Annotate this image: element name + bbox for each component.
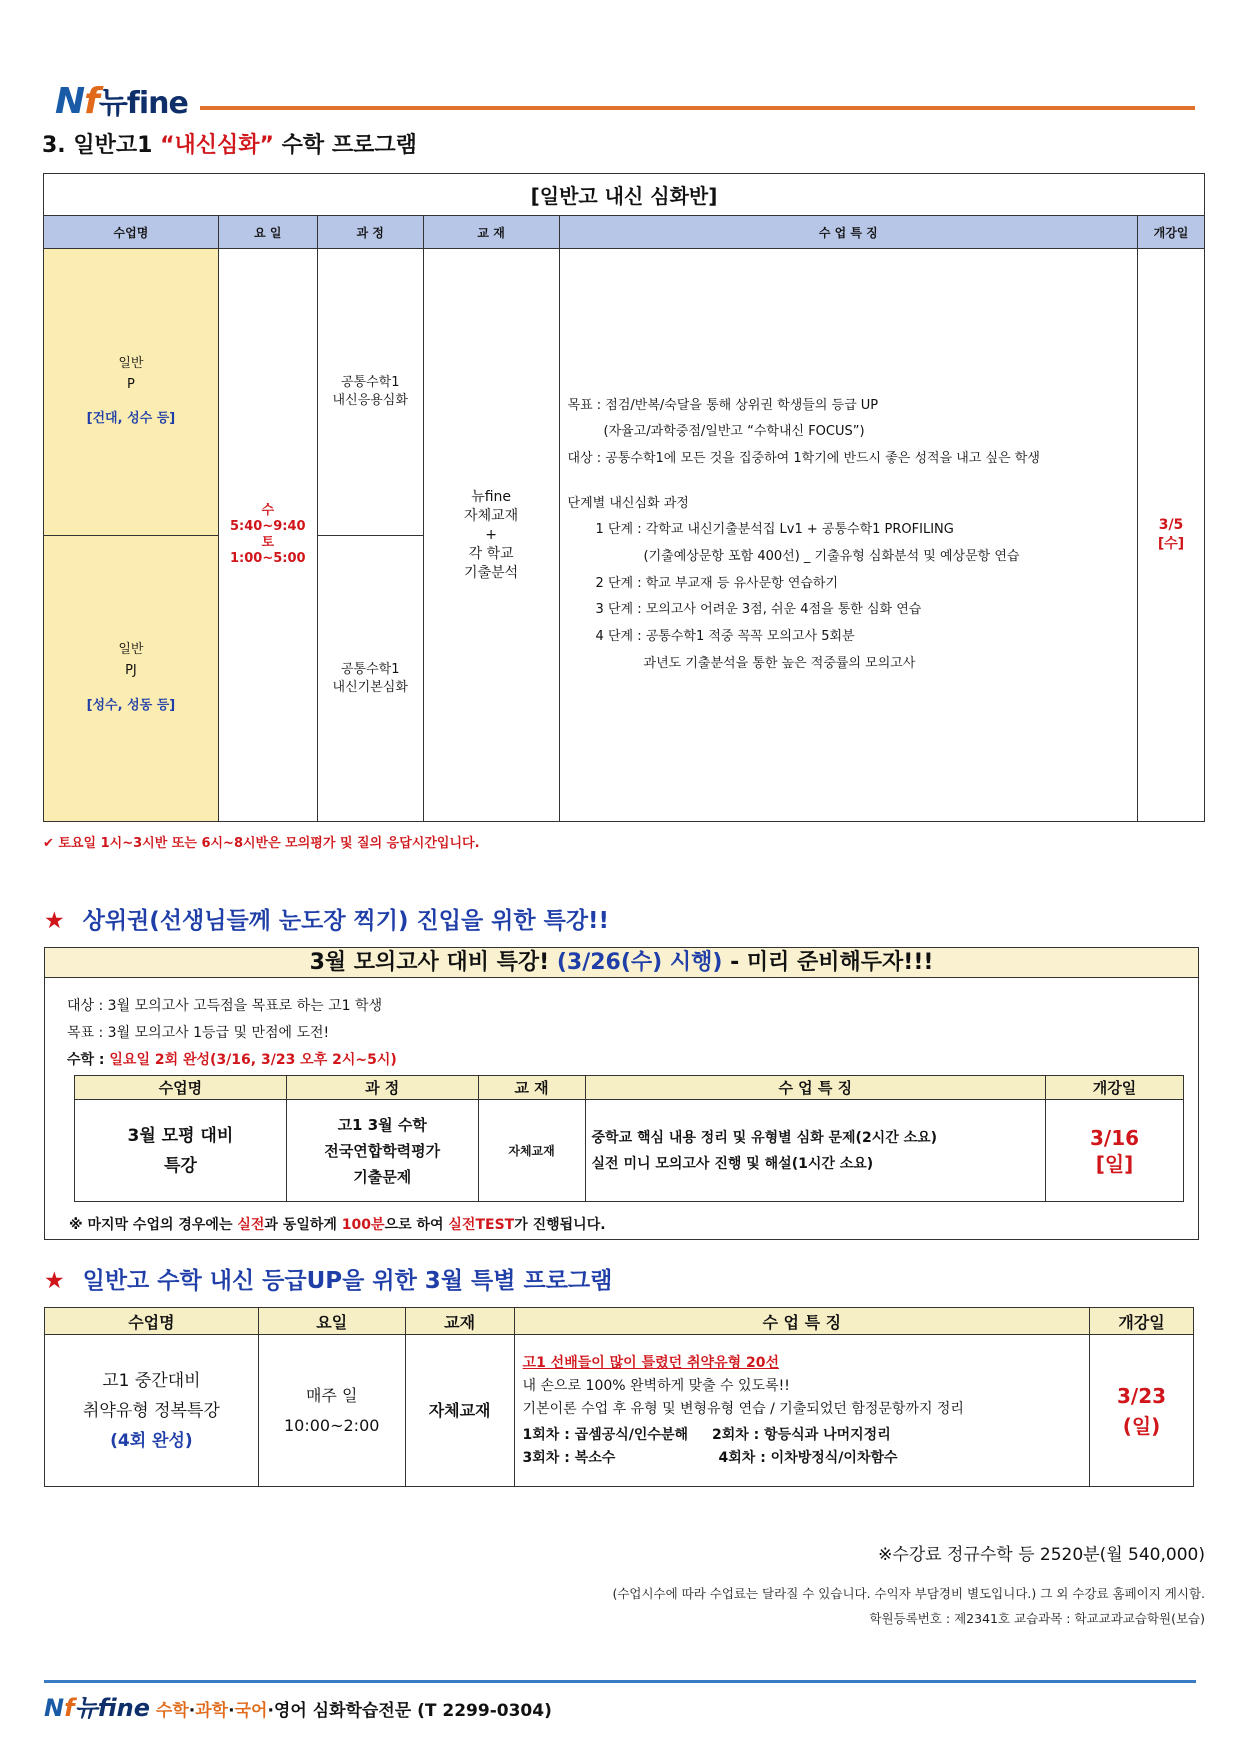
footer: Nf뉴fine 수학·과학·국어·영어 심화학습전문 (T 2299-0304): [44, 1694, 552, 1722]
section-title: 3. 일반고1 “내신심화” 수학 프로그램: [42, 133, 417, 158]
mock-exam-box: [44, 947, 1199, 1240]
mock-exam-head: 3월 모의고사 대비 특강! (3/26(수) 시행) - 미리 준비해두자!!!: [45, 948, 1198, 978]
col-header: 요일: [258, 1308, 405, 1335]
col-header: 수업명: [75, 1076, 287, 1100]
mock-class-name: 3월 모평 대비 특강: [75, 1100, 287, 1202]
col-header: 수 업 특 징: [514, 1308, 1090, 1335]
col-header: 교재: [405, 1308, 514, 1335]
course-pj-cell: 공통수학1 내신기본심화: [317, 536, 423, 822]
footer-rule: [44, 1680, 1196, 1683]
mock-course: 고1 3월 수학 전국연합학력평가 기출문제: [286, 1100, 478, 1202]
mock-start-date: 3/16 [일]: [1046, 1100, 1184, 1202]
mock-exam-info: 대상 : 3월 모의고사 고득점을 목표로 하는 고1 학생 목표 : 3월 모의고사 1등급 및 만점에 도전! 수학 : 일요일 2회 완성(3/16, 3/23 오후 2시~5시): [67, 998, 397, 1068]
mock-exam-table: [74, 1075, 1184, 1202]
col-header: 과 정: [317, 216, 423, 249]
col-header: 교 재: [478, 1076, 585, 1100]
table-caption: [일반고 내신 심화반]: [44, 174, 1205, 216]
schedule-cell: 수 5:40~9:40 토 1:00~5:00: [218, 249, 317, 822]
march-day: 매주 일 10:00~2:00: [258, 1335, 405, 1487]
tuition-fee: ※수강료 정규수학 등 2520분(월 540,000): [878, 1545, 1205, 1565]
march-features: 고1 선배들이 많이 틀렸던 취약유형 20선 내 손으로 100% 완벽하게 맞출 수 있도록!! 기본이론 수업 후 유형 및 변형유형 연습 / 기출되었던 함정문항까지 정리 1회차 : 곱셈공식/인수분해 2회차 : 항등식과 나머지정리 3회차 : 복소수 4회차 : 이차방정식/이차함수: [514, 1335, 1090, 1487]
col-header: 교 재: [423, 216, 559, 249]
march-start-date: 3/23 (일): [1090, 1335, 1194, 1487]
col-header: 개강일: [1046, 1076, 1184, 1100]
col-header: 개강일: [1138, 216, 1205, 249]
class-pj-cell: 일반 PJ [성수, 성동 등]: [44, 536, 219, 822]
start-date-cell: 3/5 [수]: [1138, 249, 1205, 822]
col-header: 수 업 특 징: [559, 216, 1137, 249]
special1-title: ★ 상위권(선생님들께 눈도장 찍기) 진입을 위한 특강!!: [44, 908, 610, 934]
main-program-table: [43, 173, 1205, 822]
saturday-note: ✔ 토요일 1시~3시반 또는 6시~8시반은 모의평가 및 질의 응답시간입니다.: [43, 836, 480, 851]
logo: Nf뉴fine: [55, 81, 188, 122]
march-program-table: [44, 1307, 1194, 1487]
col-header: 요 일: [218, 216, 317, 249]
col-header: 수업명: [44, 216, 219, 249]
textbook-cell: 뉴fine 자체교재 + 각 학교 기출분석: [423, 249, 559, 822]
col-header: 과 정: [286, 1076, 478, 1100]
tuition-note: (수업시수에 따라 수업료는 달라질 수 있습니다. 수익자 부담경비 별도입니다.) 그 외 수강료 홈페이지 게시함.: [612, 1586, 1205, 1601]
mock-textbook: 자체교재: [478, 1100, 585, 1202]
class-p-cell: 일반 P [건대, 성수 등]: [44, 249, 219, 536]
header-rule: [200, 106, 1195, 110]
march-textbook: 자체교재: [405, 1335, 514, 1487]
registration-info: 학원등록번호 : 제2341호 교습과목 : 학교교과교습학원(보습): [869, 1611, 1205, 1626]
special2-title: ★ 일반고 수학 내신 등급UP을 위한 3월 특별 프로그램: [44, 1268, 613, 1294]
footer-logo: Nf뉴fine: [44, 1694, 150, 1722]
col-header: 개강일: [1090, 1308, 1194, 1335]
features-cell: 목표 : 점검/반복/숙달을 통해 상위권 학생들의 등급 UP (자율고/과학중점/일반고 “수학내신 FOCUS”) 대상 : 공통수학1에 모든 것을 집중하여 1학기에 반드시 좋은 성적을 내고 싶은 학생 단계별 내신심화 과정 1 단계 : 각학교 내신기출분석집 Lv1 + 공통수학1 PROFILING (기출예상문항 포함 400선) _ 기출유형 심화분석 및 예상문항 연습 2 단계 : 학교 부교재 등 유사문항 연습하기 3 단계 : 모의고사 어려운 3점, 쉬운 4점을 통한 심화 연습 4 단계 : 공통수학1 적중 꼭꼭 모의고사 5회분 과년도 기출분석을 통한 높은 적중률의 모의고사: [559, 249, 1137, 822]
march-class-name: 고1 중간대비 취약유형 정복특강 (4회 완성): [45, 1335, 259, 1487]
mock-features: 중학교 핵심 내용 정리 및 유형별 심화 문제(2시간 소요) 실전 미니 모의고사 진행 및 해설(1시간 소요): [585, 1100, 1046, 1202]
course-p-cell: 공통수학1 내신응용심화: [317, 249, 423, 536]
col-header: 수업명: [45, 1308, 259, 1335]
mock-exam-footnote: ※ 마지막 수업의 경우에는 실전과 동일하게 100분으로 하여 실전TEST가 진행됩니다.: [69, 1217, 606, 1233]
col-header: 수 업 특 징: [585, 1076, 1046, 1100]
